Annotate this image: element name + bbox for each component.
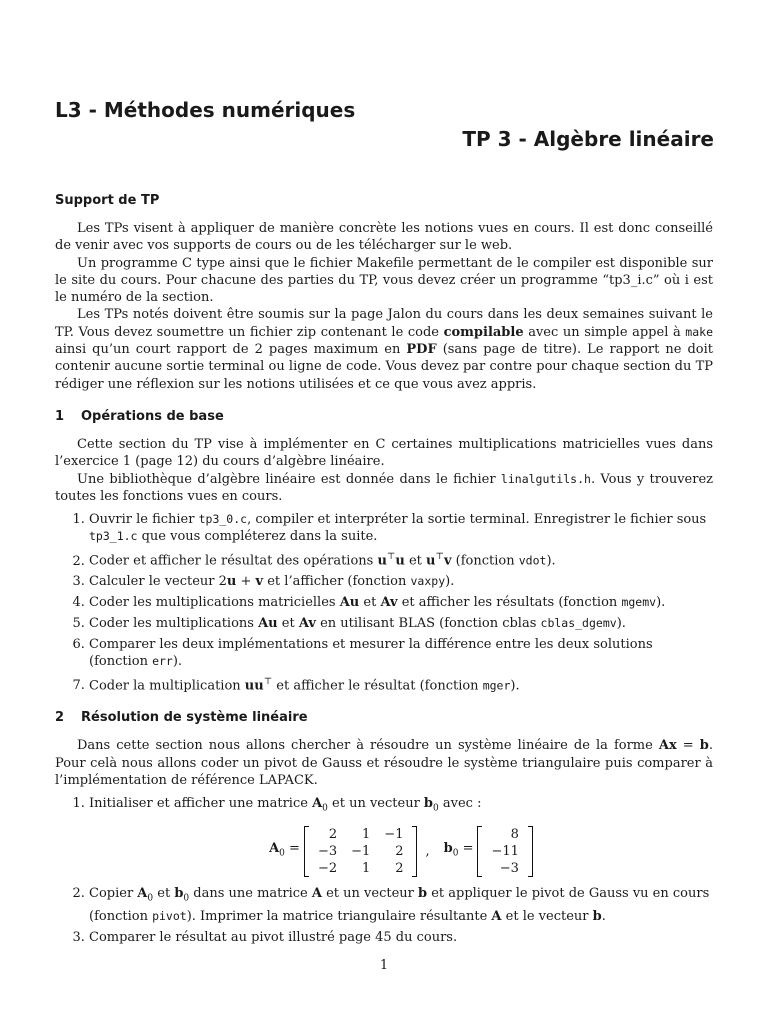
matrix-a [304, 826, 418, 877]
section-1-task-5: 5. Coder les multiplications Au et Av en utilisant BLAS (fonction cblas cblas_dgemv). [89, 615, 713, 632]
section-1-paragraph-1: Cette section du TP vise à implémenter en C certaines multiplications matricielles vues dans l’exercice 1 (page 12) du cours d’algèbre linéaire. [55, 436, 713, 470]
section-2-task-2: 2. Copier $A_0$ et $b_0$ dans une matrice A et un vecteur b et appliquer le pivot de Gauss vu en cours (fonction pivot). Imprimer la matrice triangulaire résultante A et le vecteur b. [89, 885, 713, 925]
support-section [55, 193, 713, 393]
section-1-task-list [55, 511, 713, 694]
matrix-a-row: 2 1 −1 [328, 827, 404, 843]
vector-b-row: −3 [499, 861, 519, 877]
section-1-heading [55, 409, 713, 424]
vector-b [477, 826, 532, 877]
section-1-number: 1 [55, 408, 65, 424]
matrix-a-row: −2 1 2 [317, 861, 404, 877]
section-2 [55, 710, 713, 946]
course-title: L3 - Méthodes numériques [55, 98, 356, 122]
section-1-task-2: 2. Coder et afficher le résultat des opérations u⊤u et u⊤v (fonction vdot). [89, 549, 713, 570]
support-paragraph-3: Les TPs notés doivent être soumis sur la page Jalon du cours dans les deux semaines suivant le TP. Vous devez soumettre un fichier zip contenant le code compilable avec un simple appel à make ainsi qu’un court rapport de 2 pages maximum en PDF (sans page de titre). Le rapport ne doit contenir aucune sortie terminal ou ligne de code. Vous devez par contre pour chaque section du TP rédiger une réflexion sur les notions utilisées et ce que vous avez appris. [55, 307, 714, 392]
matrix-equation [89, 826, 713, 877]
matrix-separator: , [425, 844, 430, 860]
support-paragraph-1: Les TPs visent à appliquer de manière concrète les notions vues en cours. Il est donc conseillé de venir avec vos supports de cours ou de les télécharger sur le web. [55, 221, 713, 254]
linalgutils-code: linalgutils.h [500, 471, 591, 486]
pdf-emphasis: PDF [406, 342, 437, 358]
section-2-paragraph-1: Dans cette section nous allons chercher à résoudre un système linéaire de la forme Ax = b. Pour celà nous allons coder un pivot de Gauss et résoudre le système triangulaire puis comparer à l’implémentation de référence LAPACK. [55, 738, 713, 789]
section-2-task-3: 3. Comparer le résultat au pivot illustré page 45 du cours. [89, 929, 713, 946]
section-1-task-6: 6. Comparer les deux implémentations et mesurer la différence entre les deux solutions (fonction err). [89, 636, 713, 671]
section-2-number: 2 [55, 710, 65, 726]
section-1-task-4: 4. Coder les multiplications matricielles Au et Av et afficher les résultats (fonction mgemv). [89, 594, 713, 611]
section-2-title: Résolution de système linéaire [81, 710, 308, 726]
page-number: 1 [379, 958, 389, 973]
section-1 [55, 409, 713, 695]
vector-b-row: 8 [510, 827, 519, 843]
section-1-task-3: 3. Calculer le vecteur 2u + v et l’afficher (fonction vaxpy). [89, 573, 713, 590]
support-paragraph-2: Un programme C type ainsi que le fichier Makefile permettant de le compiler est disponible sur le site du cours. Pour chacune des parties du TP, vous devez créer un programme “tp3_i.c” où i est le numéro de la section. [55, 255, 713, 306]
section-2-task-list [55, 795, 713, 946]
section-1-task-7: 7. Coder la multiplication uu⊤ et afficher le résultat (fonction mger). [89, 674, 713, 695]
support-heading: Support de TP [55, 193, 160, 208]
section-1-title: Opérations de base [81, 408, 224, 424]
matrix-a-label: $A_0$ = [269, 841, 300, 859]
section-2-heading [55, 710, 713, 725]
vector-b-label: $b_0$ = [443, 841, 474, 859]
vector-b-row: −11 [491, 844, 519, 860]
make-code: make [685, 324, 713, 339]
document-body [55, 193, 713, 950]
section-2-task-1: 1. Initialiser et afficher une matrice $A_0$ et un vecteur $b_0$ avec : $A_0$ = 2 1 −1 −3 −1 2 −2 1 2 , $b_0$ = 8 −11 −3 [89, 795, 713, 877]
tp-title: TP 3 - Algèbre linéaire [462, 127, 714, 151]
compilable-emphasis: compilable [443, 324, 524, 340]
section-1-task-1: 1. Ouvrir le fichier tp3_0.c, compiler et interpréter la sortie terminal. Enregistrer le fichier sous tp3_1.c que vous compléterez dans la suite. [89, 511, 713, 546]
matrix-a-row: −3 −1 2 [317, 844, 404, 860]
section-1-paragraph-2: Une bibliothèque d’algèbre linéaire est donnée dans le fichier linalgutils.h. Vous y trouverez toutes les fonctions vues en cours. [55, 471, 713, 504]
